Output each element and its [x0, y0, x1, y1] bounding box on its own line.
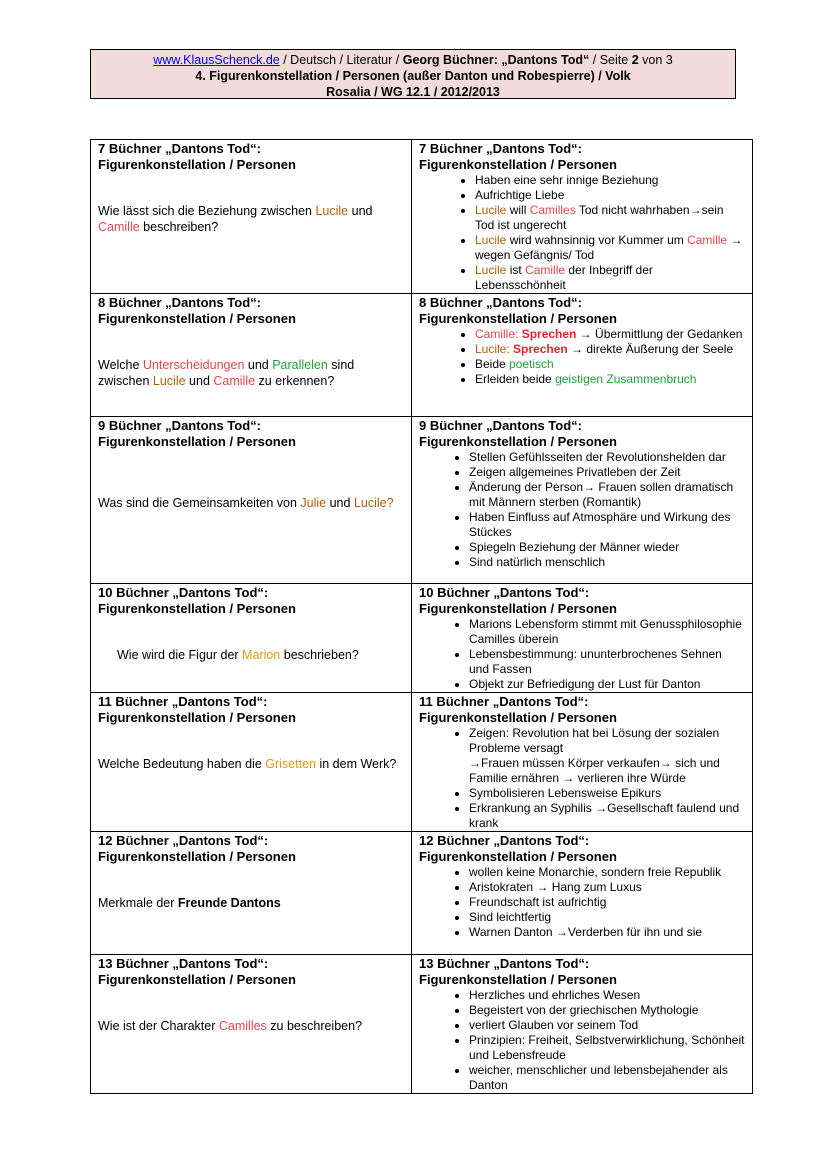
- list-item: • Haben eine sehr innige Beziehung: [475, 173, 745, 188]
- table-row: [91, 417, 753, 584]
- list-item: • Camille: Sprechen → Übermittlung der Gedanken: [475, 327, 745, 342]
- question-text: Was sind die Gemeinsamkeiten von Julie und Lucile?: [98, 496, 394, 510]
- card-title: 12 Büchner „Dantons Tod“:: [98, 833, 269, 848]
- answer-list: [419, 450, 745, 570]
- question-cell: [91, 417, 412, 584]
- list-item: • Spiegeln Beziehung der Männer wieder: [469, 540, 745, 555]
- list-item: • Herzliches und ehrliches Wesen: [469, 988, 745, 1003]
- question-cell: [91, 693, 412, 832]
- list-item: • Lucile ist Camille der Inbegriff der Lebensschönheit: [475, 263, 745, 293]
- card-subtitle: Figurenkonstellation / Personen: [419, 601, 617, 616]
- answer-list: [419, 988, 745, 1093]
- card-title: 10 Büchner „Dantons Tod“:: [419, 585, 590, 600]
- question-text: Welche Unterscheidungen und Parallelen sind zwischen Lucile und Camille zu erkennen?: [98, 358, 355, 388]
- card-title: 8 Büchner „Dantons Tod“:: [98, 295, 261, 310]
- answer-cell: [412, 584, 753, 693]
- list-item: • wollen keine Monarchie, sondern freie Republik: [469, 865, 745, 880]
- card-subtitle: Figurenkonstellation / Personen: [98, 311, 296, 326]
- list-item: • Lucile: Sprechen → direkte Äußerung der Seele: [475, 342, 745, 357]
- answer-cell: [412, 417, 753, 584]
- list-item: • Änderung der Person→ Frauen sollen dramatisch mit Männern sterben (Romantik): [469, 480, 745, 510]
- card-subtitle: Figurenkonstellation / Personen: [98, 710, 296, 725]
- card-title: 9 Büchner „Dantons Tod“:: [419, 418, 582, 433]
- header-page-suffix: von 3: [638, 53, 673, 67]
- answer-list: [419, 327, 745, 387]
- question-cell: [91, 140, 412, 294]
- list-item: • Aristokraten → Hang zum Luxus: [469, 880, 745, 895]
- card-subtitle: Figurenkonstellation / Personen: [98, 601, 296, 616]
- card-title: 13 Büchner „Dantons Tod“:: [419, 956, 590, 971]
- answer-cell: [412, 294, 753, 417]
- header-title: Georg Büchner: „Dantons Tod“: [402, 53, 590, 67]
- card-title: 7 Büchner „Dantons Tod“:: [419, 141, 582, 156]
- card-title: 7 Büchner „Dantons Tod“:: [98, 141, 261, 156]
- list-item: • Warnen Danton →Verderben für ihn und sie: [469, 925, 745, 940]
- list-item: • Symbolisieren Lebensweise Epikurs: [469, 786, 745, 801]
- list-item: • Erkrankung an Syphilis →Gesellschaft faulend und krank: [469, 801, 745, 831]
- answer-cell: [412, 693, 753, 832]
- header-page-prefix: / Seite: [589, 53, 632, 67]
- question-cell: [91, 584, 412, 693]
- card-subtitle: Figurenkonstellation / Personen: [98, 849, 296, 864]
- header-path: / Deutsch / Literatur /: [279, 53, 403, 67]
- question-text: Wie wird die Figur der Marion beschrieben?: [117, 648, 359, 662]
- card-title: 8 Büchner „Dantons Tod“:: [419, 295, 582, 310]
- question-text: Welche Bedeutung haben die Grisetten in dem Werk?: [98, 757, 397, 771]
- qa-table: [90, 139, 753, 1094]
- list-item: • Zeigen: Revolution hat bei Lösung der sozialen Probleme versagt →Frauen müssen Körper verkaufen→ sich und Familie ernähren → verlieren ihre Würde: [469, 726, 745, 786]
- answer-cell: [412, 955, 753, 1094]
- list-item: • Erleiden beide geistigen Zusammenbruch: [475, 372, 745, 387]
- card-subtitle: Figurenkonstellation / Personen: [419, 157, 617, 172]
- card-subtitle: Figurenkonstellation / Personen: [98, 157, 296, 172]
- table-row: [91, 955, 753, 1094]
- card-subtitle: Figurenkonstellation / Personen: [419, 434, 617, 449]
- answer-list: [419, 865, 745, 940]
- header-line-3: Rosalia / WG 12.1 / 2012/2013: [326, 85, 500, 99]
- card-subtitle: Figurenkonstellation / Personen: [419, 710, 617, 725]
- header-line-1: [91, 52, 735, 68]
- header-line-2: 4. Figurenkonstellation / Personen (außer Danton und Robespierre) / Volk: [195, 69, 631, 83]
- list-item: • Prinzipien: Freiheit, Selbstverwirklichung, Schönheit und Lebensfreude: [469, 1033, 745, 1063]
- list-item: • Lucile will Camilles Tod nicht wahrhaben→sein Tod ist ungerecht: [475, 203, 745, 233]
- card-subtitle: Figurenkonstellation / Personen: [419, 849, 617, 864]
- question-text: Wie ist der Charakter Camilles zu beschreiben?: [98, 1019, 363, 1033]
- question-cell: [91, 294, 412, 417]
- list-item: • Sind natürlich menschlich: [469, 555, 745, 570]
- page-header: [90, 49, 736, 99]
- list-item: • Lucile wird wahnsinnig vor Kummer um Camille → wegen Gefängnis/ Tod: [475, 233, 745, 263]
- card-title: 9 Büchner „Dantons Tod“:: [98, 418, 261, 433]
- card-title: 10 Büchner „Dantons Tod“:: [98, 585, 269, 600]
- card-subtitle: Figurenkonstellation / Personen: [419, 972, 617, 987]
- card-title: 12 Büchner „Dantons Tod“:: [419, 833, 590, 848]
- table-row: [91, 140, 753, 294]
- question-text: Wie lässt sich die Beziehung zwischen Lucile und Camille beschreiben?: [98, 204, 373, 234]
- answer-list: [419, 173, 745, 293]
- card-title: 11 Büchner „Dantons Tod“:: [98, 694, 268, 709]
- answer-cell: [412, 832, 753, 955]
- list-item: • Marions Lebensform stimmt mit Genussphilosophie Camilles überein: [469, 617, 745, 647]
- card-subtitle: Figurenkonstellation / Personen: [98, 434, 296, 449]
- list-item: • weicher, menschlicher und lebensbejahender als Danton: [469, 1063, 745, 1093]
- list-item: • Beide poetisch: [475, 357, 745, 372]
- table-row: [91, 832, 753, 955]
- list-item: • Objekt zur Befriedigung der Lust für Danton: [469, 677, 745, 692]
- header-page-num: 2: [631, 53, 639, 67]
- answer-list: [419, 726, 745, 831]
- list-item: • Freundschaft ist aufrichtig: [469, 895, 745, 910]
- table-row: [91, 294, 753, 417]
- question-cell: [91, 832, 412, 955]
- list-item: • Aufrichtige Liebe: [475, 188, 745, 203]
- card-subtitle: Figurenkonstellation / Personen: [419, 311, 617, 326]
- card-title: 13 Büchner „Dantons Tod“:: [98, 956, 269, 971]
- site-link[interactable]: www.KlausSchenck.de: [153, 53, 280, 67]
- table-row: [91, 693, 753, 832]
- list-item: • Begeistert von der griechischen Mythologie: [469, 1003, 745, 1018]
- list-item: • Zeigen allgemeines Privatleben der Zeit: [469, 465, 745, 480]
- card-subtitle: Figurenkonstellation / Personen: [98, 972, 296, 987]
- answer-list: [419, 617, 745, 692]
- list-item: • Haben Einfluss auf Atmosphäre und Wirkung des Stückes: [469, 510, 745, 540]
- answer-cell: [412, 140, 753, 294]
- list-item: • verliert Glauben vor seinem Tod: [469, 1018, 745, 1033]
- list-item: • Sind leichtfertig: [469, 910, 745, 925]
- table-row: [91, 584, 753, 693]
- card-title: 11 Büchner „Dantons Tod“:: [419, 694, 589, 709]
- list-item: • Lebensbestimmung: ununterbrochenes Sehnen und Fassen: [469, 647, 745, 677]
- list-item: • Stellen Gefühlsseiten der Revolutionshelden dar: [469, 450, 745, 465]
- question-cell: [91, 955, 412, 1094]
- question-text: Merkmale der Freunde Dantons: [98, 896, 281, 910]
